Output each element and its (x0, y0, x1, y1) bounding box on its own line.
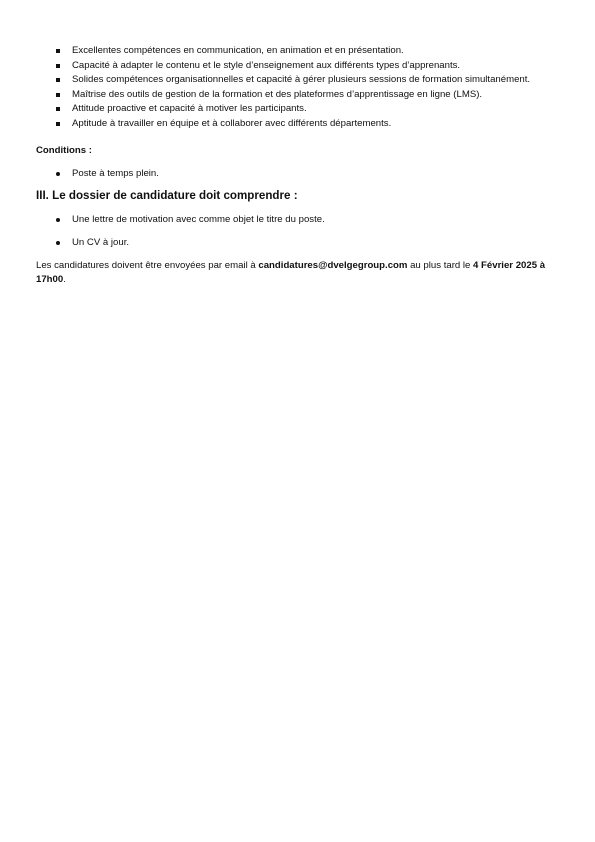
list-item-text: Attitude proactive et capacité à motiver les participants. (72, 103, 307, 115)
list-item-text: Excellentes compétences en communication, en animation et en présentation. (72, 45, 404, 56)
list-item-text: Poste à temps plein. (72, 167, 159, 179)
deadline-date: 4 Février 2025 à 17h00 (36, 259, 546, 286)
dossier-list (36, 213, 559, 250)
list-item-text: Un CV à jour. (72, 236, 130, 248)
round-bullet-icon (56, 241, 60, 245)
document-page (36, 44, 559, 288)
list-item (36, 73, 559, 88)
list-item-text: Capacité à adapter le contenu et le style d’enseignement aux différents types d’apprenants. (72, 59, 461, 71)
list-item (36, 88, 559, 103)
closing-text: Les candidatures doivent être envoyées par email à (36, 259, 259, 271)
list-item (36, 102, 559, 117)
conditions-heading: Conditions : (36, 144, 92, 156)
conditions-list (36, 167, 559, 181)
round-bullet-icon (56, 218, 60, 222)
list-item (36, 167, 559, 181)
application-email[interactable]: candidatures@dvelgegroup.com (258, 259, 408, 271)
section-heading: III. Le dossier de candidature doit comprendre : (36, 188, 298, 202)
list-item-text: Maîtrise des outils de gestion de la formation et des plateformes d’apprentissage en ligne (LMS). (72, 88, 483, 100)
list-item (36, 117, 559, 132)
square-bullet-icon (56, 64, 60, 68)
square-bullet-icon (56, 122, 60, 126)
round-bullet-icon (56, 172, 60, 176)
closing-text: au plus tard le (407, 259, 474, 271)
square-bullet-icon (56, 93, 60, 97)
skills-list (36, 44, 559, 132)
list-item-text: Solides compétences organisationnelles et capacité à gérer plusieurs sessions de formation simultanément. (72, 74, 531, 86)
list-item-text: Aptitude à travailler en équipe et à collaborer avec différents départements. (72, 117, 392, 129)
closing-paragraph (36, 259, 559, 288)
list-item (36, 59, 559, 74)
square-bullet-icon (56, 78, 60, 82)
list-item (36, 213, 559, 227)
list-item (36, 44, 559, 59)
square-bullet-icon (56, 107, 60, 111)
list-item (36, 236, 559, 250)
square-bullet-icon (56, 49, 60, 53)
list-item-text: Une lettre de motivation avec comme objet le titre du poste. (72, 213, 325, 225)
closing-text: . (63, 274, 66, 286)
